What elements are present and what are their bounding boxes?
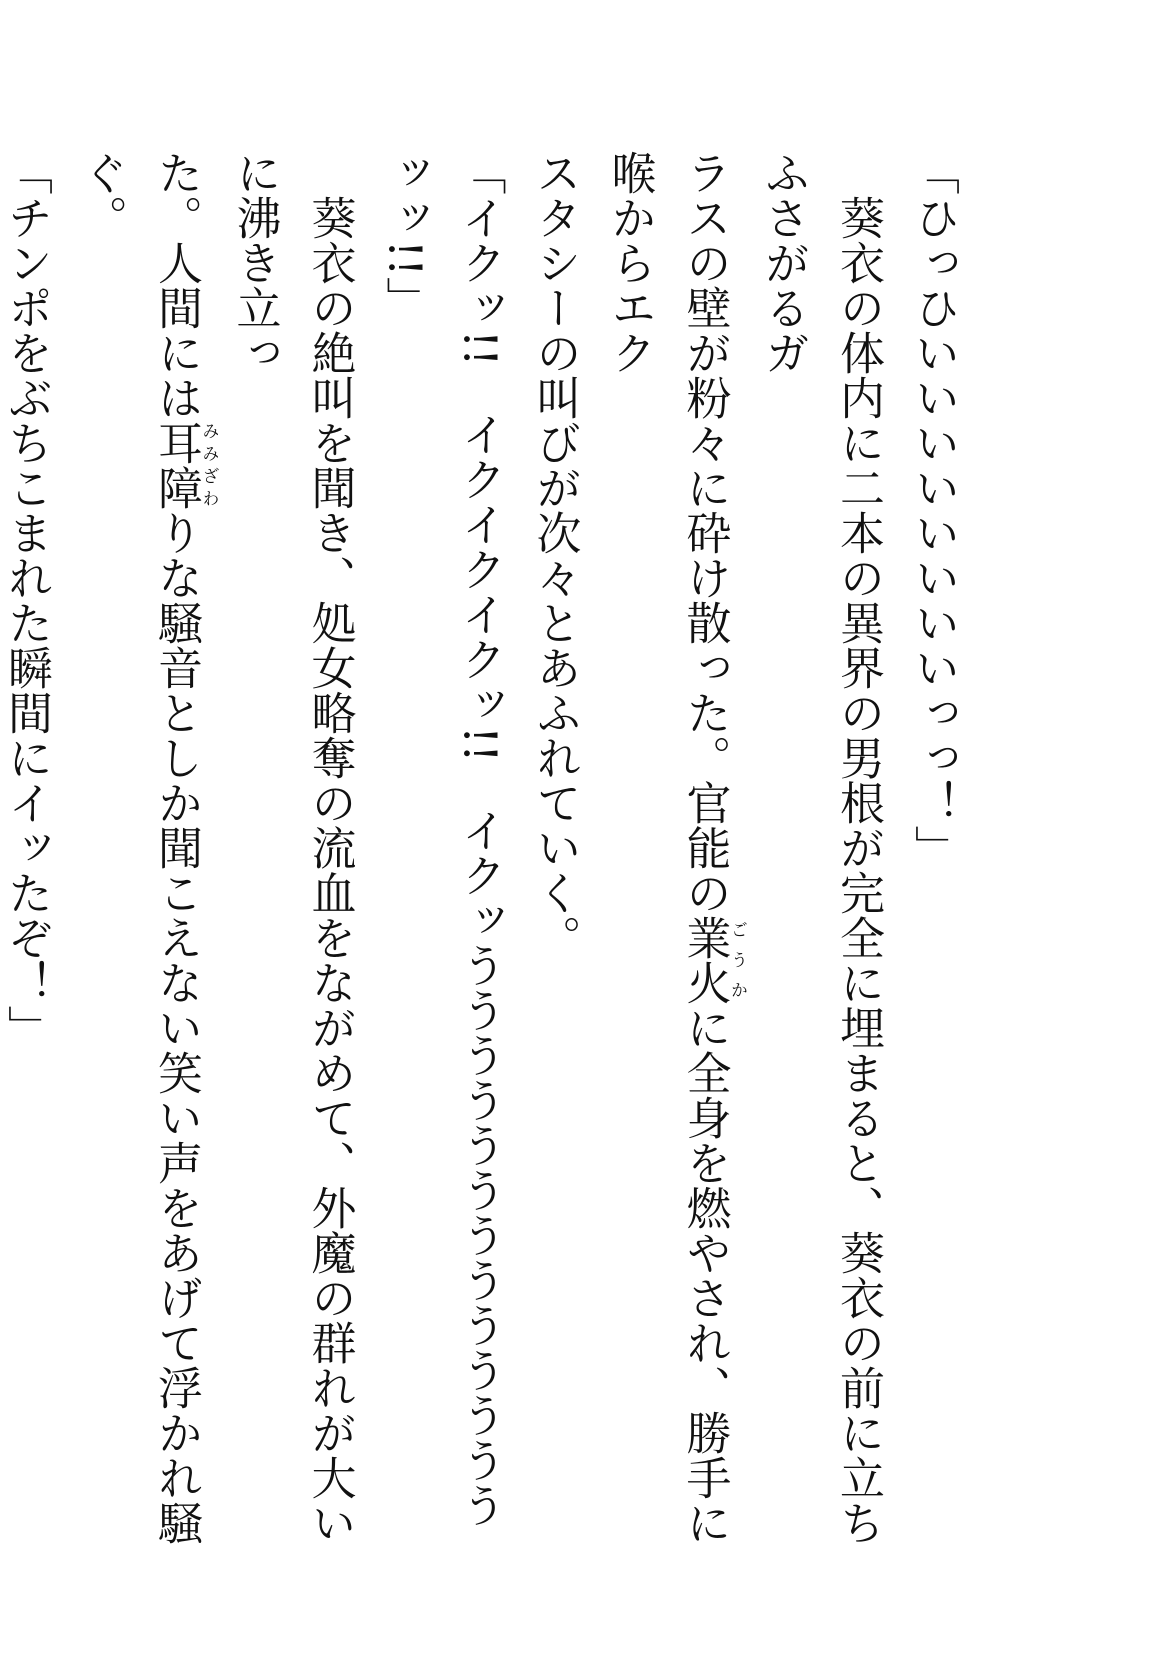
text-line-8: 「チンポをぶちこまれた瞬間にイッたぞ！」 — [0, 150, 53, 1050]
text-line-7-end: りな騒音としか聞こえない笑い声をあげて浮かれ騒ぐ。 — [75, 150, 203, 1545]
text-line-4: スタシーの叫びが次々とあふれていく。 — [528, 150, 582, 960]
ruby-mimizawari — [150, 420, 219, 510]
ruby-mimizawari-reading: みみざわ — [198, 420, 219, 510]
ruby-mimizawari-base: 耳障 — [150, 420, 203, 510]
text-line-6: 葵衣の絶叫を聞き、処女略奪の流血をながめて、外魔の群れが大いに沸き立っ — [228, 150, 357, 1545]
text-line-3-end: に全身を燃やされ、勝手に喉からエク — [603, 150, 732, 1545]
text-line-3-start: ラスの壁が粉々に砕け散った。官能の — [678, 150, 732, 915]
ruby-gouka — [678, 915, 747, 1005]
text-line-7-start: た。人間には — [150, 150, 203, 420]
text-line-7 — [64, 150, 218, 1550]
text-line-3 — [593, 150, 747, 1550]
ruby-gouka-reading: ごうか — [727, 915, 747, 1005]
vertical-text-body — [0, 150, 971, 1550]
text-line-5: 「イクッ!! イクイクイクッ!! イクッうううううううううううううッッ!!」 — [378, 150, 507, 1528]
text-line-2: 葵衣の体内に二本の異界の男根が完全に埋まると、葵衣の前に立ちふさがるガ — [757, 150, 885, 1545]
text-line-1: 「ひっひいいいいいいいいっっ！」 — [907, 150, 960, 870]
ruby-gouka-base: 業火 — [678, 915, 732, 1005]
